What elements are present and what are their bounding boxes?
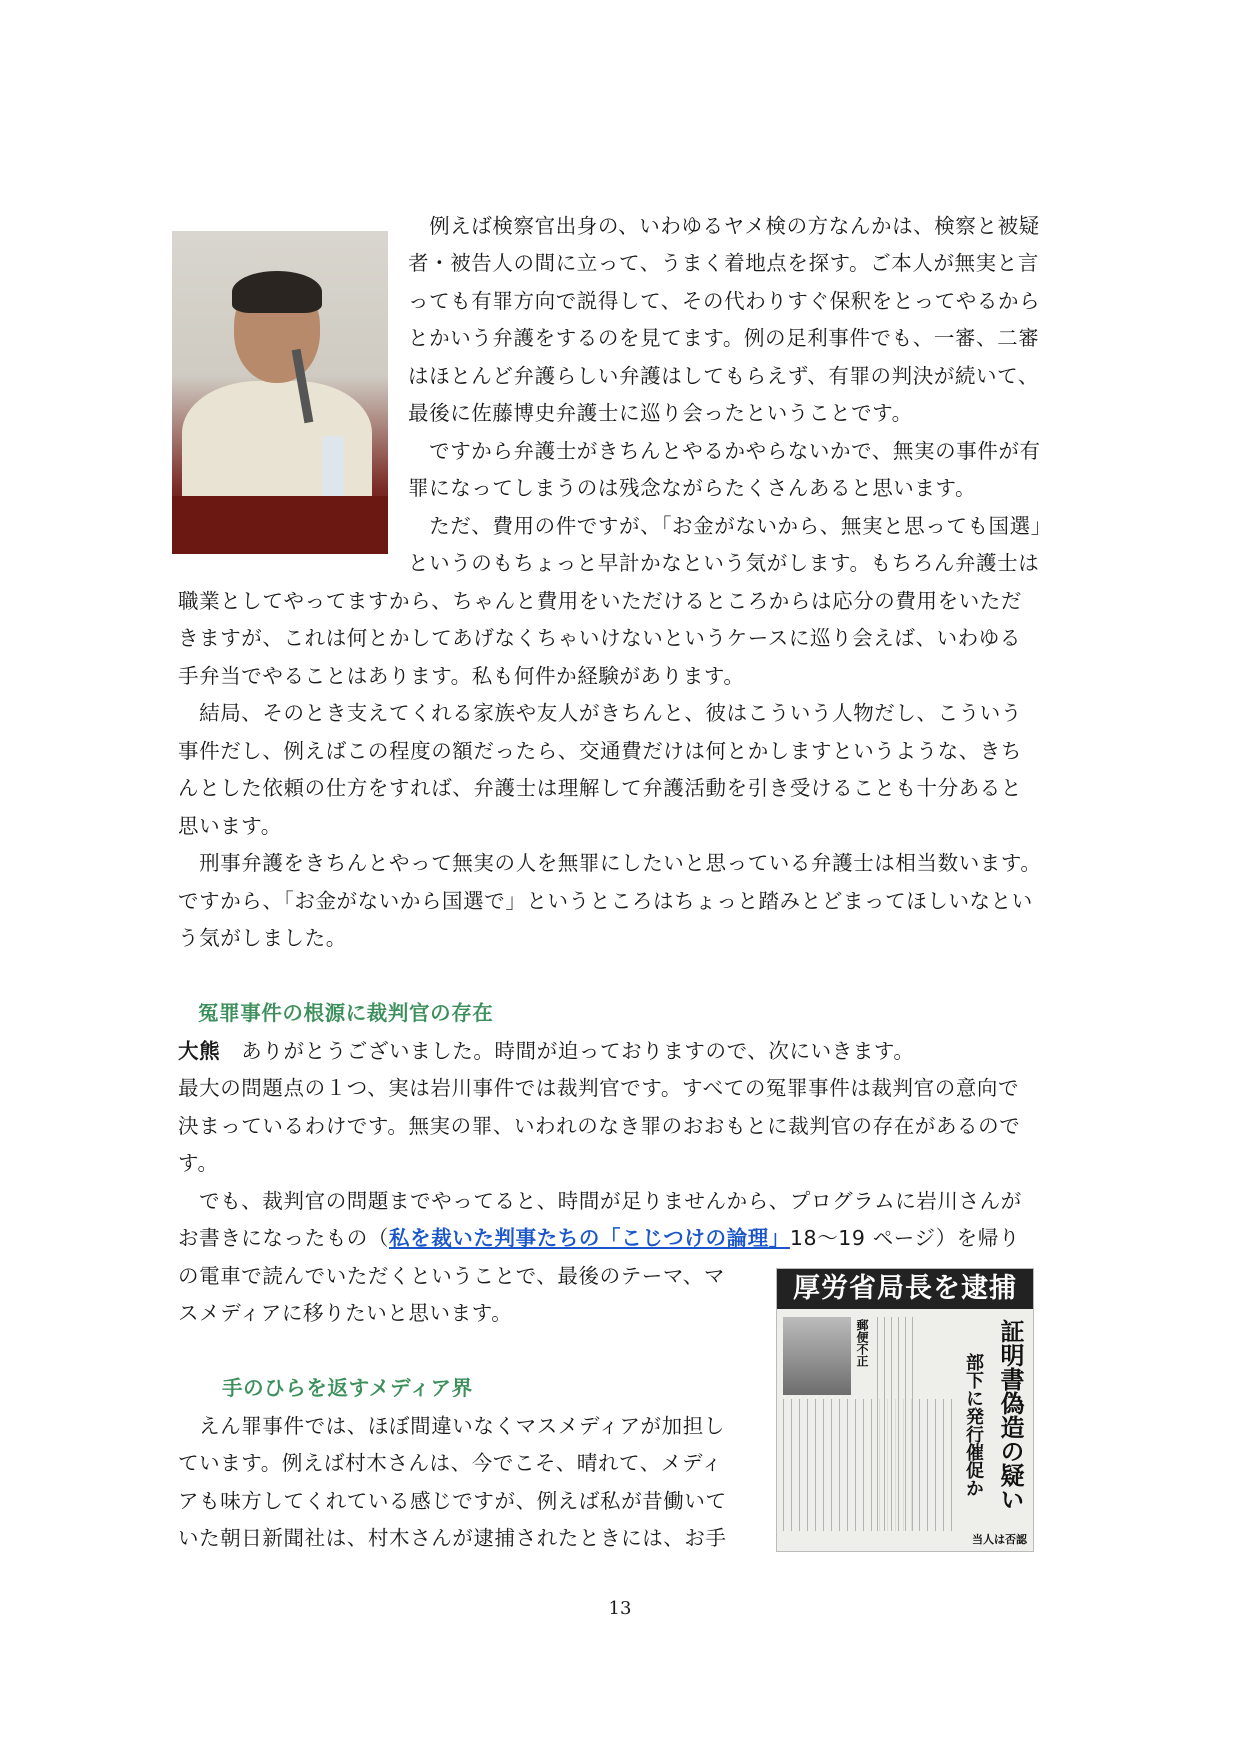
- text-line: う気がしました。: [178, 926, 347, 950]
- text-line: でも、裁判官の問題までやってると、時間が足りませんから、プログラムに岩川さんが: [178, 1189, 1022, 1213]
- newspaper-subheadline: 部下に発行催促か: [963, 1353, 984, 1497]
- water-bottle-icon: [322, 436, 344, 498]
- speaker-photo: [172, 231, 388, 554]
- text-line: ただ、費用の件ですが、「お金がないから、無実と思っても国選」: [408, 514, 1052, 538]
- section-heading: 冤罪事件の根源に裁判官の存在: [198, 1001, 494, 1025]
- section-heading: 手のひらを返すメディア界: [222, 1376, 473, 1400]
- speaker-text: ありがとうございました。時間が迫っておりますので、次にいきます。: [220, 1039, 915, 1063]
- photo-table: [172, 496, 388, 554]
- text-line: 例えば検察官出身の、いわゆるヤメ検の方なんかは、検察と被疑: [408, 214, 1040, 238]
- speaker-name: 大熊: [178, 1039, 221, 1063]
- speaker-line: [178, 1033, 914, 1070]
- text-line: 結局、そのとき支えてくれる家族や友人がきちんと、彼はこういう人物だし、こういう: [178, 701, 1022, 725]
- link-line-before: お書きになったもの（: [178, 1226, 389, 1250]
- text-line: 決まっているわけです。無実の罪、いわれのなき罪のおおもとに裁判官の存在があるので: [178, 1114, 1021, 1138]
- text-line: 事件だし、例えばこの程度の額だったら、交通費だけは何とかしますというような、きち: [178, 739, 1022, 763]
- text-line: ています。例えば村木さんは、今でこそ、晴れて、メディ: [178, 1451, 723, 1475]
- text-line: 職業としてやってますから、ちゃんと費用をいただけるところからは応分の費用をいただ: [178, 589, 1022, 613]
- link-line: [178, 1220, 1020, 1257]
- text-line: スメディアに移りたいと思います。: [178, 1301, 513, 1325]
- text-line: きますが、これは何とかしてあげなくちゃいけないというケースに巡り会えば、いわゆる: [178, 626, 1021, 650]
- newspaper-clipping: [776, 1268, 1034, 1552]
- text-line: 手弁当でやることはあります。私も何件か経験があります。: [178, 664, 745, 688]
- text-line: というのもちょっと早計かなという気がします。もちろん弁護士は: [408, 551, 1040, 575]
- newspaper-tag: 郵便不正: [855, 1319, 869, 1367]
- newspaper-photo: [783, 1317, 851, 1395]
- newspaper-headline: 証明書偽造の疑い: [996, 1319, 1025, 1511]
- text-line: 最大の問題点の１つ、実は岩川事件では裁判官です。すべての冤罪事件は裁判官の意向で: [178, 1076, 1020, 1100]
- text-line: んとした依頼の仕方をすれば、弁護士は理解して弁護活動を引き受けることも十分あると: [178, 776, 1022, 800]
- photo-hair: [232, 271, 322, 313]
- text-line: えん罪事件では、ほぼ間違いなくマスメディアが加担し: [178, 1414, 725, 1438]
- link-line-after: 18～19 ページ）を帰り: [789, 1226, 1020, 1250]
- text-line: 最後に佐藤博史弁護士に巡り会ったということです。: [408, 401, 913, 425]
- text-line: ですから弁護士がきちんとやるかやらないかで、無実の事件が有: [408, 439, 1041, 463]
- newspaper-columns: [783, 1399, 953, 1531]
- newspaper-columns: [877, 1317, 917, 1531]
- text-line: とかいう弁護をするのを見てます。例の足利事件でも、一審、二審: [408, 326, 1040, 350]
- text-line: ですから、「お金がないから国選で」というところはちょっと踏みとどまってほしいなとい: [178, 889, 1033, 913]
- page-number: 13: [608, 1598, 632, 1619]
- text-line: 罪になってしまうのは残念ながらたくさんあると思います。: [408, 476, 977, 500]
- reference-link[interactable]: 私を裁いた判事たちの「こじつけの論理」: [389, 1226, 790, 1250]
- text-line: アも味方してくれている感じですが、例えば私が昔働いて: [178, 1489, 727, 1513]
- text-line: 者・被告人の間に立って、うまく着地点を探す。ご本人が無実と言: [408, 251, 1039, 275]
- newspaper-banner: 厚労省局長を逮捕: [777, 1269, 1033, 1309]
- text-line: いた朝日新聞社は、村木さんが逮捕されたときには、お手: [178, 1526, 727, 1550]
- text-line: す。: [178, 1151, 219, 1175]
- newspaper-footer: 当人は否認: [972, 1533, 1027, 1546]
- text-line: 刑事弁護をきちんとやって無実の人を無罪にしたいと思っている弁護士は相当数います。: [178, 851, 1042, 875]
- text-line: はほとんど弁護らしい弁護はしてもらえず、有罪の判決が続いて、: [408, 364, 1039, 388]
- text-line: の電車で読んでいただくということで、最後のテーマ、マ: [178, 1264, 725, 1288]
- text-line: 思います。: [178, 814, 282, 838]
- text-line: っても有罪方向で説得して、その代わりすぐ保釈をとってやるから: [408, 289, 1041, 313]
